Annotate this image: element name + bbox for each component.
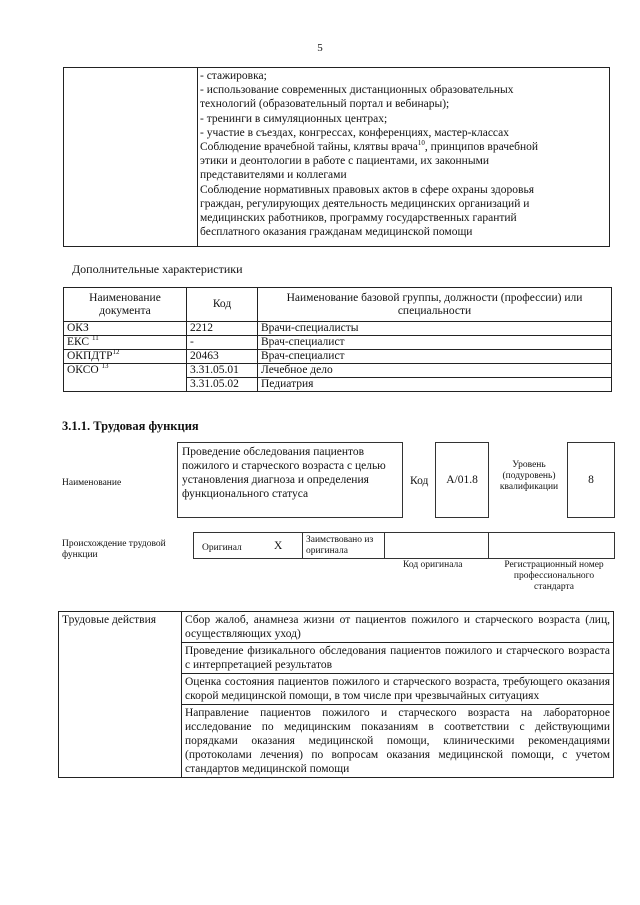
table-cell bbox=[64, 322, 187, 336]
origin-code-label: Код оригинала bbox=[403, 560, 463, 570]
text-part: Соблюдение врачебной тайны, клятвы врача bbox=[200, 141, 418, 154]
text-line: граждан, регулирующих деятельность медицинских организаций и bbox=[200, 197, 530, 210]
table-cell: 3.31.05.01 bbox=[187, 364, 258, 378]
actions-table bbox=[58, 611, 614, 778]
table-cell bbox=[64, 364, 187, 392]
text-line bbox=[200, 140, 608, 154]
text-line: - стажировка; bbox=[200, 70, 267, 82]
code-label: Код bbox=[410, 475, 429, 487]
table-row bbox=[59, 612, 614, 643]
table-cell: 2212 bbox=[187, 322, 258, 336]
action-item: Направление пациентов пожилого и старческого возраста на лабораторное исследование по медицинским показаниям в соответствии с действующими порядками оказания медицинской помощи, клиническими рекомендациями (протоколами лечения) по вопросам оказания медицинской помощи, с учетом стандартов медицинской помощи bbox=[182, 705, 614, 778]
table-cell: Врач-специалист bbox=[258, 336, 612, 350]
text-line: представителями и коллегами bbox=[200, 169, 347, 182]
action-item: Оценка состояния пациентов пожилого и старческого возраста, требующего оказания скорой медицинской помощи, в том числе при чрезвычайных ситуациях bbox=[182, 674, 614, 705]
table-row bbox=[64, 350, 612, 364]
name-label: Наименование bbox=[62, 478, 122, 488]
qualification-level-box bbox=[567, 442, 615, 518]
characteristics-table bbox=[63, 287, 612, 392]
table-header-row bbox=[64, 288, 612, 322]
column-header: Код bbox=[187, 288, 258, 322]
doc-name: ЕКС bbox=[67, 336, 90, 348]
table-cell: Врач-специалист bbox=[258, 350, 612, 364]
original-label: Оригинал bbox=[202, 543, 242, 553]
table-cell: 20463 bbox=[187, 350, 258, 364]
table-cell: - bbox=[187, 336, 258, 350]
text-line: медицинских работников, программу государственных гарантий bbox=[200, 212, 517, 225]
footnote-ref: 13 bbox=[101, 362, 109, 371]
table-cell: Педиатрия bbox=[258, 378, 612, 392]
origin-label: Происхождение трудовой функции bbox=[62, 539, 166, 560]
action-item: Проведение физикального обследования пациентов пожилого и старческого возраста с интерпретацией результатов bbox=[182, 643, 614, 674]
text-line: бесплатного оказания гражданам медицинской помощи bbox=[200, 226, 473, 239]
actions-label: Трудовые действия bbox=[59, 612, 182, 778]
cell-divider bbox=[302, 533, 303, 558]
column-header: Наименование базовой группы, должности (профессии) или специальности bbox=[258, 288, 612, 322]
table-row bbox=[64, 336, 612, 350]
table-divider bbox=[197, 68, 198, 246]
footnote-ref: 10 bbox=[417, 139, 425, 148]
function-name: Проведение обследования пациентов пожилого и старческого возраста с целью установления диагноза и определения функционального статуса bbox=[182, 446, 386, 500]
table-cell: 3.31.05.02 bbox=[187, 378, 258, 392]
page-number: 5 bbox=[317, 42, 323, 54]
function-code: А/01.8 bbox=[446, 474, 478, 486]
cell-divider bbox=[384, 533, 385, 558]
table-row bbox=[64, 322, 612, 336]
footnote-ref: 11 bbox=[91, 334, 99, 343]
text-line: этики и деонтологии в работе с пациентами, их законными bbox=[200, 155, 489, 168]
origin-row bbox=[193, 532, 615, 559]
borrowed-label: Заимствовано из оригинала bbox=[306, 535, 374, 556]
text-line: технологий (образовательный портал и вебинары); bbox=[200, 98, 450, 111]
table-cell: Лечебное дело bbox=[258, 364, 612, 378]
training-text bbox=[200, 69, 608, 239]
footnote-ref: 12 bbox=[112, 348, 120, 357]
original-mark: X bbox=[274, 540, 283, 552]
doc-name: ОКПДТР bbox=[67, 350, 113, 362]
doc-name: ОКСО bbox=[67, 364, 99, 376]
table-cell: Врачи-специалисты bbox=[258, 322, 612, 336]
cell-divider bbox=[488, 533, 489, 558]
column-header: Наименование документа bbox=[64, 288, 187, 322]
action-item: Сбор жалоб, анамнеза жизни от пациентов пожилого и старческого возраста (лиц, осуществляющих уход) bbox=[182, 612, 614, 643]
table-cell bbox=[64, 350, 187, 364]
training-table bbox=[63, 67, 610, 247]
function-title: 3.1.1. Трудовая функция bbox=[62, 419, 199, 433]
table-row bbox=[64, 364, 612, 378]
table-cell bbox=[64, 336, 187, 350]
text-line: Соблюдение нормативных правовых актов в сфере охраны здоровья bbox=[200, 183, 534, 196]
text-line: - использование современных дистанционных образовательных bbox=[200, 84, 514, 97]
qualification-level: 8 bbox=[588, 474, 594, 486]
text-line: - участие в съездах, конгрессах, конференциях, мастер-классах bbox=[200, 126, 510, 139]
reg-number-label: Регистрационный номер профессионального стандарта bbox=[504, 560, 604, 592]
function-name-box bbox=[177, 442, 403, 518]
section-title: Дополнительные характеристики bbox=[72, 262, 243, 276]
function-code-box bbox=[435, 442, 489, 518]
text-part: , принципов врачебной bbox=[424, 141, 539, 154]
level-label: Уровень (подуровень) квалификации bbox=[499, 460, 559, 492]
text-line: - тренинги в симуляционных центрах; bbox=[200, 112, 388, 125]
doc-name: ОКЗ bbox=[67, 322, 89, 334]
